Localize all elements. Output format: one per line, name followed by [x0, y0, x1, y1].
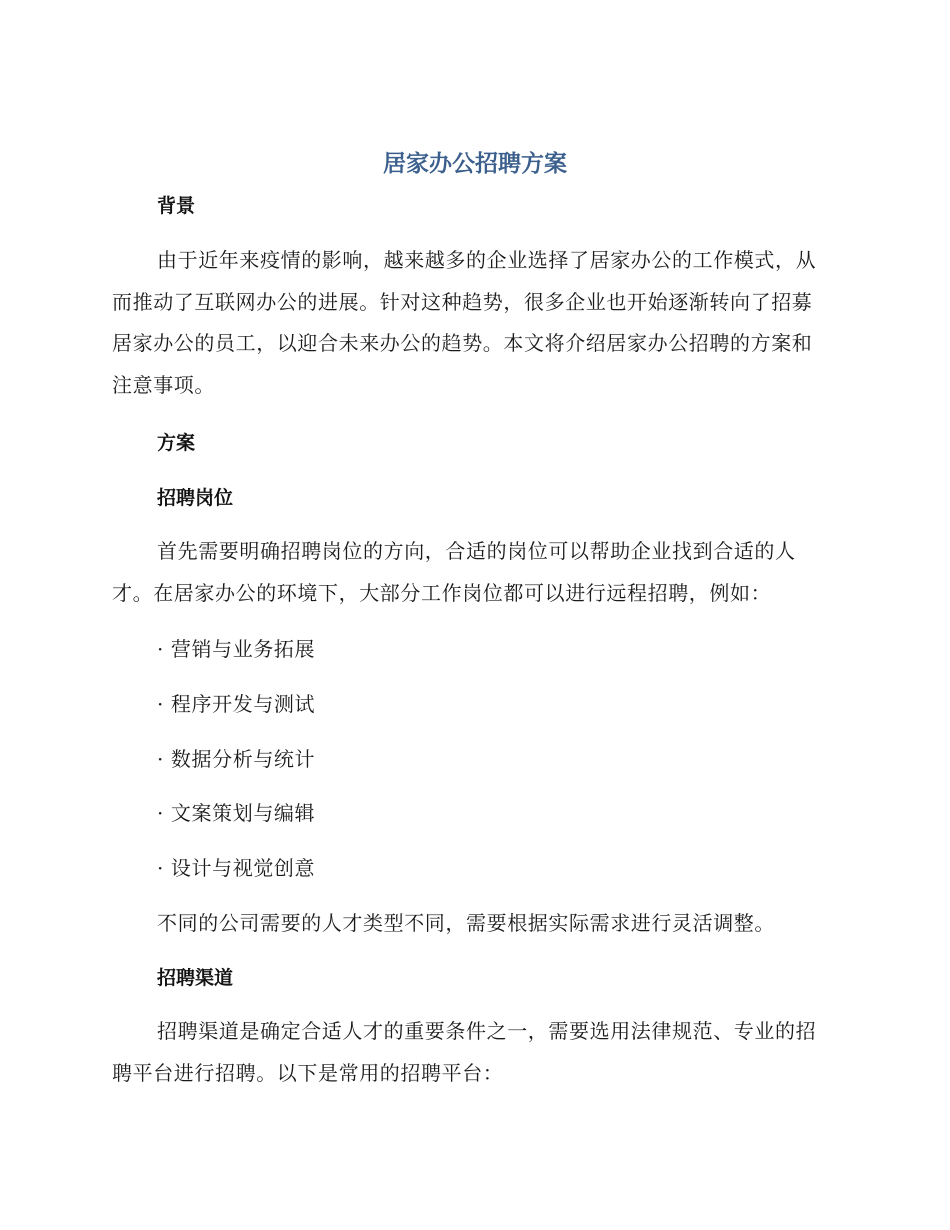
bullet-item: · 数据分析与统计 — [157, 747, 316, 771]
bullet-item: · 设计与视觉创意 — [157, 856, 316, 880]
document-title: 居家办公招聘方案 — [383, 151, 567, 177]
heading-channels: 招聘渠道 — [157, 967, 234, 989]
paragraph-background: 由于近年来疫情的影响，越来越多的企业选择了居家办公的工作模式，从而推动了互联网办公的进展。针对这种趋势，很多企业也开始逐渐转向了招募居家办公的员工，以迎合未来办公的趋势。本文将介绍居家办公招聘的方案和注意事项。 — [112, 248, 817, 397]
heading-positions: 招聘岗位 — [157, 487, 234, 509]
bullet-item: · 文案策划与编辑 — [157, 801, 316, 825]
paragraph-adjust: 不同的公司需要的人才类型不同，需要根据实际需求进行灵活调整。 — [157, 911, 775, 935]
paragraph-positions: 首先需要明确招聘岗位的方向，合适的岗位可以帮助企业找到合适的人才。在居家办公的环境下，大部分工作岗位都可以进行远程招聘，例如： — [112, 539, 796, 605]
heading-plan: 方案 — [157, 432, 196, 454]
bullet-item: · 程序开发与测试 — [157, 692, 316, 716]
paragraph-channels: 招聘渠道是确定合适人才的重要条件之一，需要选用法律规范、专业的招聘平台进行招聘。以下是常用的招聘平台： — [112, 1019, 817, 1085]
bullet-item: · 营销与业务拓展 — [157, 637, 316, 661]
heading-background: 背景 — [157, 195, 196, 217]
